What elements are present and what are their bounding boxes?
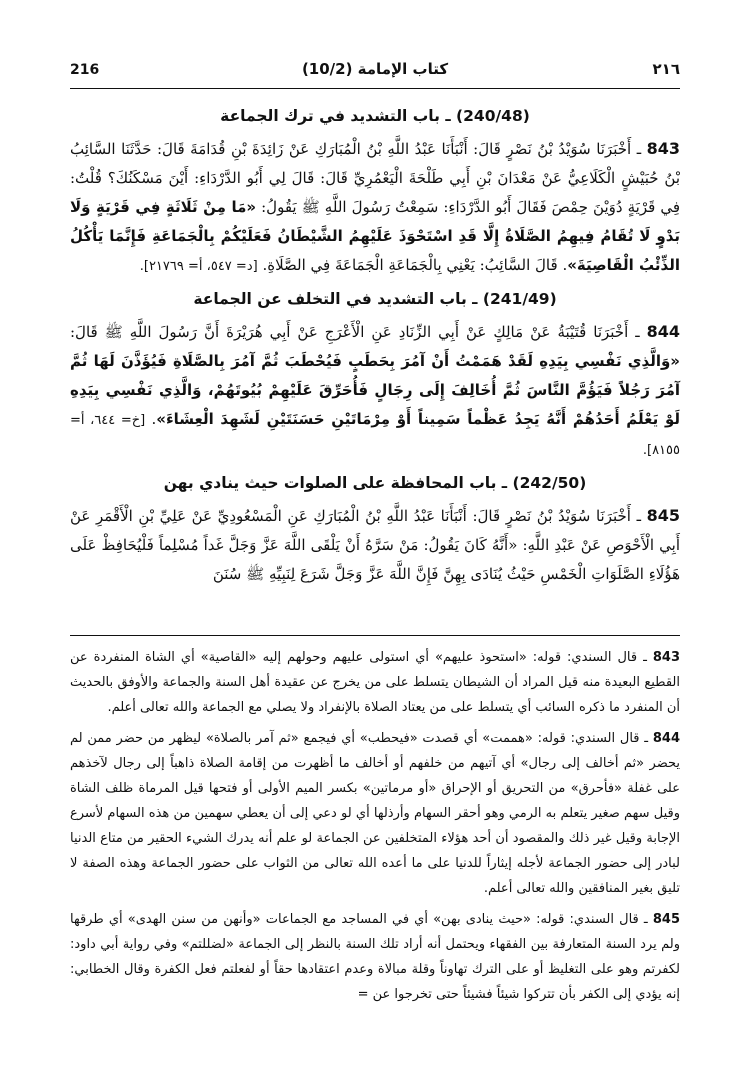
hadith-after: . [145,410,157,428]
chapter-number: (242/50) [512,474,587,492]
hadith-reference: [خ= ٦٤٤، أ= ٨١٥٥]. [70,413,680,458]
commentary-section [70,645,680,1013]
running-title: (10/2) كتاب الإمامة [301,60,449,78]
chapter-heading [70,104,680,128]
hadith-after: . قَالَ السَّائِبُ: يَعْنِي بِالْجَمَاعَةِ الْجَمَاعَةَ فِي الصَّلَاةِ. [257,256,568,274]
hadith-paragraph [70,317,680,465]
page-header [70,58,680,86]
hadith-number: 844 [646,322,680,341]
commentary-note [70,726,680,901]
chapter-title: ـ باب التشديد في ترك الجماعة [220,107,451,125]
footnote-divider [70,635,680,636]
hadith-isnad: ـ أَخْبَرَنَا سُوَيْدُ بْنُ نَصْرٍ قَالَ: أَنْبَأَنَا عَبْدُ اللَّهِ بْنُ الْمُبَارَكِ عَنِ الْمَسْعُودِيِّ عَنْ عَلِيِّ بْنِ الْأَقْمَرِ عَنْ أَبِي الْأَحْوَصِ عَنْ عَبْدِ اللَّهِ: «أَنَّهُ كَانَ يَقُولُ: مَنْ سَرَّهُ أَنْ يَلْقَى اللَّهَ عَزَّ وَجَلَّ غَداً مُسْلِماً فَلْيُحَافِظْ عَلَى هَؤُلَاءِ الصَّلَوَاتِ الْخَمْسِ حَيْثُ يُنَادَى بِهِنَّ فَإِنَّ اللَّهَ عَزَّ وَجَلَّ شَرَعَ لِنَبِيِّهِ ﷺ سُنَنَ [70,507,680,583]
chapter-number: (241/49) [482,290,557,308]
hadith-isnad: ـ أَخْبَرَنَا قُتَيْبَةُ عَنْ مَالِكٍ عَنْ أَبِي الزِّنَادِ عَنِ الْأَعْرَجِ عَنْ أَبِي هُرَيْرَةَ أَنَّ رَسُولَ اللَّهِ ﷺ قَالَ: [70,323,647,341]
page-number-latin: 216 [70,62,100,78]
hadith-isnad: ـ أَخْبَرَنَا سُوَيْدُ بْنُ نَصْرٍ قَالَ: أَنْبَأَنَا عَبْدُ اللَّهِ بْنُ الْمُبَارَكِ عَنْ زَائِدَةَ بْنِ قُدَامَةَ قَالَ: حَدَّثَنَا السَّائِبُ بْنُ حُبَيْشٍ الْكَلَاعِيُّ عَنْ مَعْدَانَ بْنِ أَبِي طَلْحَةَ الْيَعْمُرِيِّ قَالَ: قَالَ لِي أَبُو الدَّرْدَاءِ: أَيْنَ مَسْكَنُكَ؟ قُلْتُ: فِي قَرْيَةٍ دُوَيْنَ حِمْصَ فَقَالَ أَبُو الدَّرْدَاءِ: سَمِعْتُ رَسُولَ اللَّهِ ﷺ يَقُولُ: [70,140,680,216]
note-text: ـ قال السندي: قوله: «هممت» أي قصدت «فيحطب» أي فيجمع «ثم آمر بالصلاة» ليظهر من حضر ممن لم يحضر «ثم أخالف إلى رجال» أي آتيهم من خلفهم أو أخالف ما أظهرت من إقامة الصلاة ذاهباً إلى رجال لآخذهم على غفلة «فأحرق» من التحريق أو الإحراق «أو مرماتين» بكسر الميم الأولى أو فتحها قيل المرماة ظلف الشاة وقيل سهم صغير يتعلم به الرمي وهو أحقر السهام وأرذلها أي لو دعي إلى أن يعطي سهمين من هذه السهام لأسرع الإجابة وقيل غير ذلك والمقصود أن أحد هؤلاء المتخلفين عن الجماعة لو علم أنه يدرك الشيء الحقير من متاع الدنيا لبادر إلى حضور الجماعة لأجله إيثاراً للدنيا على ما أعده الله تعالى من الثواب على حضور الجماعة وهذه الصفة لا تليق بغير المنافقين والله تعالى أعلم. [70,731,680,896]
hadith-reference: [د= ٥٤٧، أ= ٢١٧٦٩]. [139,259,258,274]
hadith-paragraph [70,134,680,281]
chapter-heading [70,287,680,311]
hadith-number: 845 [646,506,680,525]
page-number-arabic: ٢١٦ [652,60,680,78]
chapter-number: (240/48) [456,107,530,125]
hadith-number: 843 [646,139,680,158]
note-text: ـ قال السندي: قوله: «حيث ينادى بهن» أي في المساجد مع الجماعات «وأنهن من سنن الهدى» أي طرقها ولم يرد السنة المتعارفة بين الفقهاء ويحتمل أنه أراد تلك السنة بالنظر إلى الجماعة «لضللتم» وفي رواية أبي داود: لكفرتم وهو على التغليظ أو على الترك تهاوناً وقلة مبالاة وعدم اعتقادها حقاً أو لفعلتم فعل الكفرة وقال الخطابي: إنه يؤدي إلى الكفر بأن تتركوا شيئاً فشيئاً حتى تخرجوا عن = [70,912,680,1002]
commentary-note [70,645,680,720]
hadith-paragraph [70,501,680,589]
note-text: ـ قال السندي: قوله: «استحوذ عليهم» أي استولى عليهم وحولهم إليه «القاصية» أي الشاة المنفردة عن القطيع البعيدة منه قيل المراد أن الشيطان يتسلط على من يخرج عن عقيدة أهل السنة والجماعة والأوفق بالحديث أن المنفرد ما ذكره السائب أي يتسلط على من يعتاد الصلاة بالإنفراد ولا يصلي مع الجماعة والله تعالى أعلم. [70,650,680,715]
hadith-matn: «وَالَّذِي نَفْسِي بِيَدِهِ لَقَدْ هَمَمْتُ أَنْ آمُرَ بِحَطَبٍ فَيُحْطَبَ ثُمَّ آمُرَ بِالصَّلَاةِ فَيُؤَذَّنَ لَهَا ثُمَّ آمُرَ رَجُلاً فَيَؤُمَّ النَّاسَ ثُمَّ أُخَالِفَ إِلَى رِجَالٍ فَأُحَرِّقَ عَلَيْهِمْ بُيُوتَهُمْ، وَالَّذِي نَفْسِي بِيَدِهِ لَوْ يَعْلَمُ أَحَدُهُمْ أَنَّهُ يَجِدُ عَظْماً سَمِيناً أَوْ مِرْمَاتَيْنِ حَسَنَتَيْنِ لَشَهِدَ الْعِشَاءَ» [70,352,680,428]
note-number: 843 [652,650,680,665]
main-text [70,98,680,595]
chapter-title: ـ باب التشديد في التخلف عن الجماعة [193,290,478,308]
note-number: 844 [652,731,680,746]
header-rule [70,88,680,89]
chapter-title: ـ باب المحافظة على الصلوات حيث ينادي بهن [163,474,508,492]
commentary-note [70,907,680,1007]
hadith-matn: «مَا مِنْ ثَلَاثَةٍ فِي قَرْيَةٍ وَلَا بَدْوٍ لَا تُقَامُ فِيهِمُ الصَّلَاةُ إِلَّا قَدِ اسْتَحْوَذَ عَلَيْهِمُ الشَّيْطَانُ فَعَلَيْكُمْ بِالْجَمَاعَةِ فَإِنَّمَا يَأْكُلُ الذِّئْبُ الْقَاصِيَةَ» [70,198,680,274]
chapter-heading [70,471,680,495]
note-number: 845 [652,912,680,927]
